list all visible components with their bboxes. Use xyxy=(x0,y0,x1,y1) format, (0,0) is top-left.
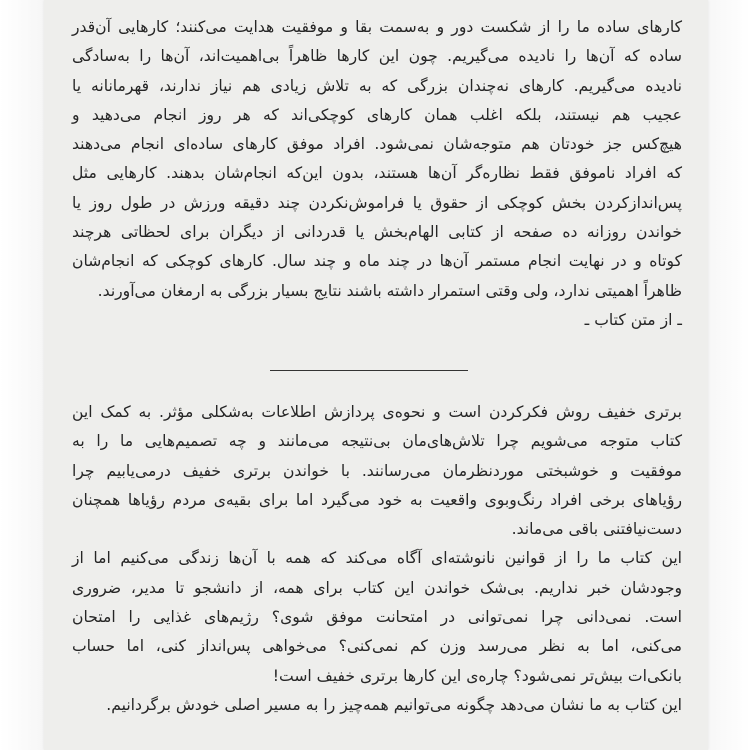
quote-line: خواندن روزانه ده صفحه از کتابی الهام‌بخش یا قدردانی از دیگران برای لحظاتی هرچند xyxy=(72,223,682,242)
description-line: بانکی‌ات بیش‌تر نمی‌شود؟ چاره‌ی این کارها برتری خفیف است! xyxy=(272,666,682,685)
quote-line: کارهای ساده ما را از شکست دور و به‌سمت بقا و موفقیت هدایت می‌کنند؛ کارهایی آن‌قدر xyxy=(72,18,682,36)
section-divider xyxy=(270,370,468,371)
quote-source: ـ از متن کتاب ـ xyxy=(584,310,682,329)
quote-excerpt xyxy=(72,13,682,335)
quote-line: کوتاه و در نهایت انجام مستمر آن‌ها در چند ماه و چند سال. کارهای کوچکی که انجام‌شان xyxy=(72,252,682,271)
book-description xyxy=(72,398,682,720)
description-line: است. نمی‌دانی چرا نمی‌توانی در امتحانت موفق شوی؟ رژیم‌های غذایی را امتحان xyxy=(72,608,682,627)
description-line: کتاب متوجه می‌شویم چرا تلاش‌های‌مان بی‌نتیجه می‌مانند و چه تصمیم‌هایی ما را به xyxy=(72,432,682,451)
description-line: رؤیاهای برخی افراد رنگ‌وبوی واقعیت به خود می‌گیرد اما برای بقیه‌ی مردم رؤیاها همچنان xyxy=(72,490,682,509)
background-right-margin xyxy=(708,0,750,750)
quote-line: نادیده می‌گیریم. کارهای نه‌چندان بزرگی که به تلاش زیادی هم نیاز ندارند، قهرمانانه یا xyxy=(72,76,682,95)
description-line: این کتاب به ما نشان می‌دهد چگونه می‌توانیم همه‌چیز را به مسیر اصلی خودش برگردانیم. xyxy=(106,695,682,714)
quote-line: هیچ‌کس جز خودتان هم متوجه‌شان نمی‌شود. افراد موفق کارهای ساده‌ای انجام می‌دهند xyxy=(72,135,682,154)
quote-line: که افراد ناموفق فقط نظاره‌گر آن‌ها هستند، بدون این‌که انجام‌شان بدهند. کارهایی مثل xyxy=(72,164,682,183)
description-line: موفقیت و خوشبختی موردنظرمان می‌رسانند. با خواندن برتری خفیف درمی‌یابیم چرا xyxy=(72,461,682,480)
background-left-margin xyxy=(0,0,44,750)
quote-line: عجیب هم نیستند، بلکه اغلب همان کارهای کوچکی‌اند که هر روز انجام می‌دهید و xyxy=(72,105,682,124)
quote-line: ظاهراً اهمیتی ندارد، ولی وقتی استمرار داشته باشند نتایج بسیار بزرگی به ارمغان می‌آورند. xyxy=(97,281,682,300)
description-line: این کتاب ما را از قوانین نانوشته‌ای آگاه می‌کند که همه با آن‌ها زندگی می‌کنیم اما از xyxy=(72,549,682,568)
description-line: دست‌نیافتنی باقی می‌ماند. xyxy=(511,520,682,539)
quote-line: پس‌اندازکردن بخش کوچکی از حقوق یا فراموش‌نکردن چند دقیقه ورزش در طول روز یا xyxy=(72,193,682,212)
description-line: می‌کنی، اما به نظر می‌رسد وزن کم نمی‌کنی؟ می‌خواهی پس‌انداز کنی، اما حساب xyxy=(72,637,682,656)
description-line: وجودشان خبر نداریم. بی‌شک خواندن این کتاب برای همه، از دانشجو تا مدیر، ضروری xyxy=(72,578,682,597)
description-line: برتری خفیف روش فکرکردن است و نحوه‌ی پردازش اطلاعات به‌شکلی مؤثر. به کمک این xyxy=(72,403,682,421)
quote-line: ساده که آن‌ها را نادیده می‌گیریم. چون این کارها ظاهراً بی‌اهمیت‌اند، آن‌ها را به‌سادگی xyxy=(72,47,682,66)
